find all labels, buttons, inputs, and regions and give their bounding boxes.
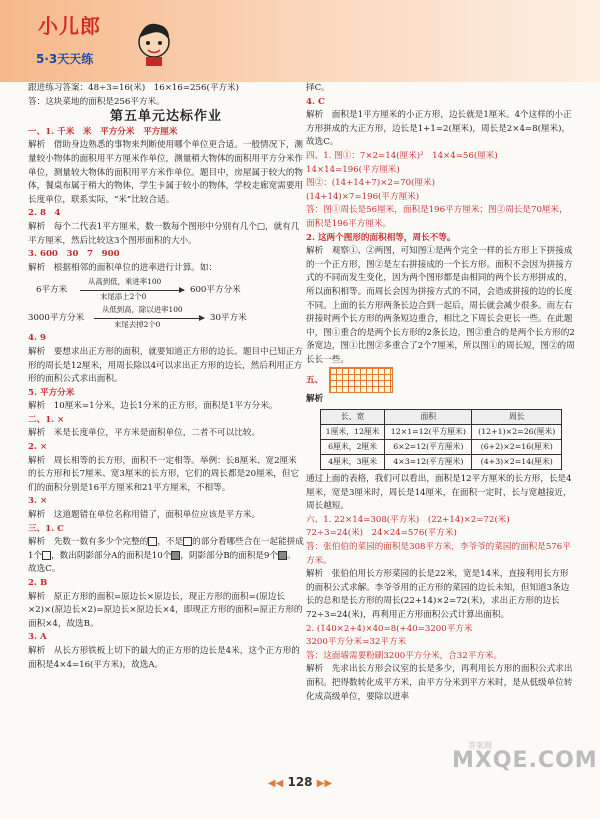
square-icon (148, 537, 157, 546)
section-title: 第五单元达标作业 (109, 109, 222, 125)
conv-top: 从高到低，乘进率100 (88, 277, 162, 287)
analysis-6-2: 解析 先求出长方形会议室的长是多少，再利用长方形的面积公式求出面积。把得数转化成平方米，由平方分米到平方米时，是从低级单位转化成高级单位，要除以进率 (306, 664, 573, 702)
answer-6-2-conclusion: 答：这面墙需要粉刷3200平方分米，合32平方米。 (306, 650, 503, 661)
analysis-1-2: 解析 每个二代表1平方厘米，数一数每个图形中分别有几个□，就有几平方厘米，然后比较这3个图形面积的大小。 (28, 221, 300, 246)
analysis-5-label: 解析 (306, 394, 324, 405)
analysis-2-1: 解析 米是长度单位，平方米是面积单位，二者不可以比较。 (28, 428, 261, 439)
analysis-3-4: 解析 面积是1平方厘米的小正方形，边长就是1厘米。4个这样的小正方形拼成的大正方形，边长是1+1=2(厘米)，周长是2×4=8(厘米)，故选C。 (306, 110, 572, 148)
answer-1-1: 一、1. 千米 米 平方分米 平方厘米 (28, 126, 178, 137)
analysis-3-3: 解析 从长方形铁板上切下的最大的正方形的边长是4米，这个正方形的面积是4×4=16(平方米)，故选A。 (28, 645, 300, 670)
col-header-area: 面积 (385, 410, 472, 425)
answer-table (320, 409, 562, 470)
analysis-1-4: 解析 要想求出正方形的面积，就要知道正方形的边长。题目中已知正方形的周长是12厘米，用周长除以4可以求出正方形的边长，然后利用正方形的面积公式求出面积。 (28, 346, 304, 385)
analysis-4-2: 解析 观察①、②两图，可知图①是两个完全一样的长方形上下拼接成的一个正方形，图②是左右拼接成的一个长方形。面积不会因为拼接方式的不同而发生变化，因为两个图形都是由相同的两个长方形拼成的，所以面积相等。而周长会因为拼接方式的不同，会造成拼接的边的长度不同。上面的长方形两条长边合到一起后，周长就会减少很多。而左右拼接时两个长方形的两条短边重合，相比之下周长会更长一些。在此题中，图①重合的是两个长方形的2条长边，图②重合的是两个长方形的2条宽边，图①比图②多重合了2个7厘米，所以图①的周长短，图②的周长长一些。 (306, 246, 575, 365)
answer-2-3: 3. × (28, 496, 48, 507)
conv-bottom: 末尾去掉2个0 (114, 320, 161, 330)
answer-6-1-b: 72÷3=24(米) 24×24=576(平方米) (306, 528, 457, 539)
conv-right: 600平方分米 (190, 285, 241, 296)
page-footer (0, 775, 600, 789)
col-header-dimensions: 长、宽 (321, 410, 385, 425)
answer-4-1-b: 14×14=196(平方厘米) (306, 164, 400, 175)
answer-3-1: 三、1. C (28, 523, 64, 534)
analysis-2-2: 解析 周长相等的长方形，面积不一定相等。举例：长8厘米、宽2厘米的长方形和长7厘米、宽3厘米的长方形，它们的周长都是20厘米，但它们的面积分别是16平方厘米和21平方厘米，不相等。 (28, 455, 300, 493)
continued-text: 择C。 (306, 83, 330, 93)
analysis-6-1: 解析 张伯伯用长方形菜园的长是22米，宽是14米，直接利用长方形的面积公式求解。李爷爷用的正方形的菜园的边长未知，但知道3条边长的总和是长方形的周长(22+14)×2=72(米)，求出正方形的边长72÷3=24(米)，再利用正方形面积公式计算出面积。 (306, 569, 570, 620)
answer-4-1-d: (14+14)×7=196(平方厘米) (306, 191, 420, 202)
analysis-2-3: 解析 这道题错在单位名称用错了，面积单位应该是平方米。 (28, 510, 261, 521)
analysis-5: 通过上面的表格，我们可以看出，面积是12平方厘米的长方形，长是4厘米，宽是3厘米时，周长是14厘米，在面积一定时，长与宽越接近，周长越短。 (306, 474, 572, 512)
answer-6-1-a: 六、1. 22×14=308(平方米) (22+14)×2=72(米) (306, 514, 510, 525)
followup-conclusion: 答：这块菜地的面积是256平方米。 (28, 96, 165, 107)
page-header (0, 0, 600, 82)
answer-4-1-a: 四、1. 图①：7×2=14(厘米)² 14×4=56(厘米) (306, 150, 498, 161)
right-column (306, 82, 576, 704)
conv-left: 6平方米 (36, 285, 68, 296)
analysis-1-1: 解析 借助身边熟悉的事物来判断使用哪个单位更合适。一般情况下，测量较小物体的面积用平方厘米作单位，测量稍大物体的面积用平方分米作单位，测量较大物体的面积用平方米作单位。题目中，房屋属于较大的物体，餐桌布属于稍大的物体，学生卡属于较小的物体，学校走廊宽需要用长度单位，联系实际，“米”比较合适。 (28, 140, 304, 205)
page-number: 128 (287, 775, 313, 789)
answer-4-1-conclusion: 答：图①周长是56厘米，面积是196平方厘米；图②周长是70厘米，面积是196平方厘米。 (306, 205, 568, 229)
answer-4-1-c: 图②：(14+14+7)×2=70(厘米) (306, 178, 435, 189)
watermark: MXQE.COM (452, 748, 598, 773)
answer-3-3: 3. A (28, 632, 47, 643)
square-icon (42, 551, 51, 560)
watermark-small: 答案圈 (468, 741, 492, 750)
shaded-square-icon (171, 551, 180, 560)
shaded-square-icon (278, 551, 287, 560)
conv-bottom: 末尾添上2个0 (100, 292, 147, 302)
col-header-perimeter: 周长 (472, 410, 562, 425)
brand-title: 小儿郎 (38, 14, 101, 38)
brand-logo (34, 6, 124, 72)
square-icon (183, 537, 192, 546)
followup-answer: 跟进练习答案：48÷3=16(米) 16×16=256(平方米) (28, 83, 239, 93)
answer-1-2: 2. 8 4 (28, 208, 61, 219)
prev-page-icon[interactable]: ◀◀ (267, 778, 284, 789)
answer-6-1-conclusion: 答：张伯伯的菜园的面积是308平方米，李爷爷的菜园的面积是576平方米。 (306, 542, 571, 566)
answer-4-2: 2. 这两个图形的面积相等，周长不等。 (306, 232, 456, 243)
answer-2-1: 二、1. × (28, 414, 65, 425)
answer-2-2: 2. × (28, 442, 48, 453)
conversion-diagram-2 (28, 304, 304, 331)
analysis-3-1: 解析 先数一数有多少个完整的 ，不是 的部分看哪些合在一起能拼成1个 ，数出阴影部分A的面积是10个 ，阴影部分B的面积是9个 。故选C。 (28, 537, 304, 575)
answer-3-2: 2. B (28, 578, 48, 588)
answer-1-5: 5. 平方分米 (28, 387, 75, 398)
conv-right: 30平方米 (210, 313, 247, 324)
brand-subtitle: 5·3天天练 (36, 52, 94, 66)
conv-top: 从低到高，除以进率100 (102, 305, 183, 315)
table-header-row (321, 410, 562, 425)
answer-1-3: 3. 600 30 7 900 (28, 249, 120, 260)
section-5-heading: 五、 (306, 367, 576, 393)
next-page-icon[interactable]: ▶▶ (316, 778, 333, 789)
boy-mascot-icon (134, 20, 174, 68)
left-column (28, 82, 304, 672)
table-row: 6厘米，2厘米 6×2=12(平方厘米) (6+2)×2=16(厘米) (321, 440, 562, 455)
answer-6-2-a: 2. (140×2+4)×40=8(+40=3200平方米 (306, 623, 473, 634)
table-row: 1厘米，12厘米 12×1=12(平方厘米) (12+1)×2=26(厘米) (321, 425, 562, 440)
analysis-1-3: 解析 根据相邻的面积单位的进率进行计算。如： (28, 262, 218, 273)
conversion-diagram-1 (28, 276, 304, 303)
analysis-3-2: 解析 原正方形的面积=原边长×原边长，现正方形的面积=(原边长×2)×(原边长×2)=原边长×原边长×4，即现正方形的面积=原正方形的面积×4，故选B。 (28, 591, 303, 629)
table-row: 4厘米，3厘米 4×3=12(平方厘米) (4+3)×2=14(厘米) (321, 455, 562, 470)
analysis-1-5: 解析 10厘米=1分米，边长1分米的正方形，面积是1平方分米。 (28, 401, 278, 412)
answer-3-4: 4. C (306, 96, 325, 107)
answer-1-4: 4. 9 (28, 333, 46, 344)
grid-drawing (329, 367, 393, 393)
conv-left: 3000平方分米 (28, 313, 85, 324)
answer-6-2-b: 3200平方分米=32平方米 (306, 637, 407, 648)
